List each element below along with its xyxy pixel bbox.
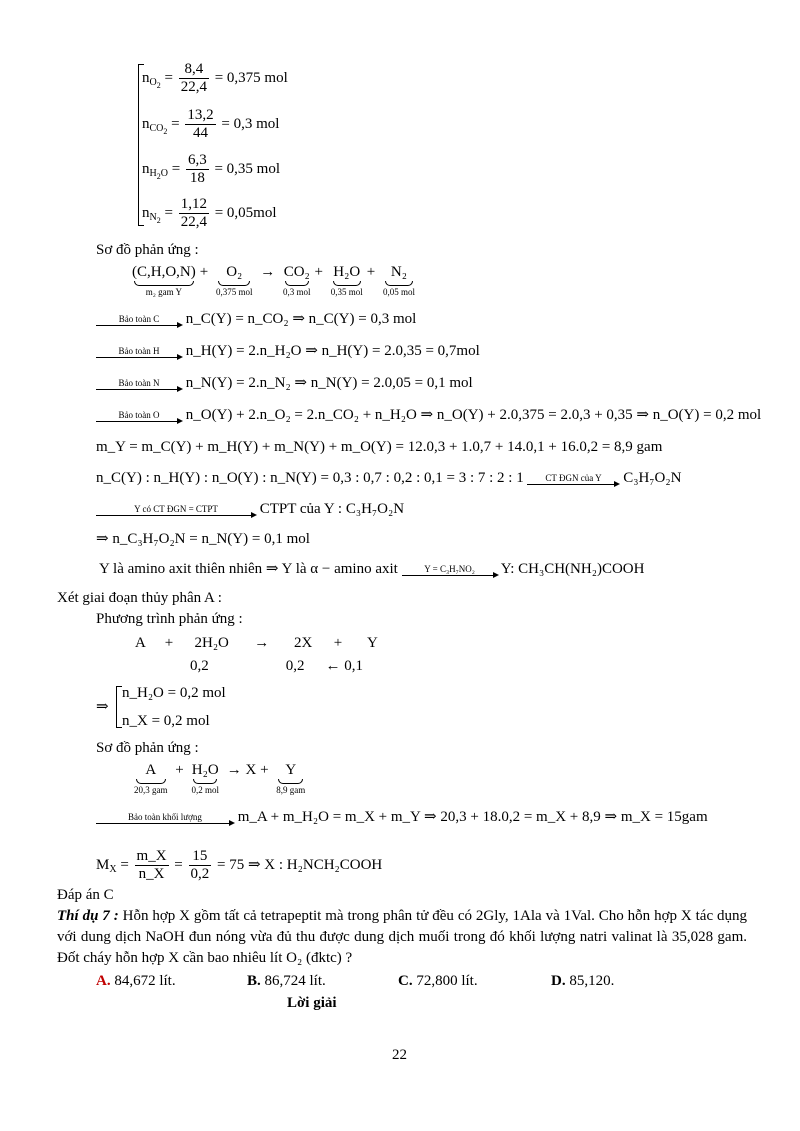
moles-co2: $n_{CO_2}$ = $\frac{13,2}{44}$ = 0,3 mol (142, 107, 280, 141)
reactant-group: (C,H,O,N) m₂ gam Y (132, 264, 196, 297)
n2-group: N₂ 0,05 mol (382, 264, 415, 297)
molar-num-1: m_X (136, 848, 167, 864)
conservation-o-arrow: Bảo toàn O (96, 410, 182, 422)
conservation-h-eq: n_H(Y) = 2.n_H₂O ⇒ n_H(Y) = 2.0,35 = 0,7mol (185, 343, 480, 359)
moles-o2: $n_{O_2}$ = $\frac{8,4}{22,4}$ = 0,375 mol (142, 61, 288, 95)
co2-num: 13,2 (187, 107, 214, 123)
o2-den: 22,4 (180, 79, 207, 95)
option-c (398, 972, 478, 990)
eq-plus-1: + (164, 635, 174, 651)
answer-line: Đáp án C (57, 887, 114, 903)
molar-num-2: 15 (189, 848, 212, 866)
option-d (551, 972, 614, 990)
amount-x: 0,2 (285, 658, 305, 674)
equation-heading: Phương trình phản ứng : (96, 611, 243, 627)
reaction-scheme-2: A 20,3 gam + H₂O 0,2 mol → X + Y 8,9 gam (134, 762, 306, 795)
eq-a: A (135, 635, 146, 651)
conservation-c-eq: n_C(Y) = n_CO₂ ⇒ n_C(Y) = 0,3 mol (185, 311, 417, 327)
mass-conservation (96, 808, 708, 826)
h2o-result: = 0,35 mol (214, 160, 280, 177)
o2-group: O₂ 0,375 mol (215, 264, 253, 297)
solution-heading: Lời giải (287, 995, 337, 1011)
scheme-a-group: A 20,3 gam (134, 762, 168, 795)
hydrolysis-equation (135, 634, 378, 652)
eq-x: 2X (294, 635, 313, 651)
co2-den: 44 (193, 125, 208, 141)
option-a-letter: A. (96, 973, 111, 989)
left-brace (138, 64, 139, 226)
conservation-c-arrow: Bảo toàn C (96, 314, 182, 326)
result-h2o: n_H₂O = 0,2 mol (122, 685, 226, 701)
co2-result: = 0,3 mol (221, 115, 280, 132)
conservation-n-eq: n_N(Y) = 2.n_N₂ ⇒ n_N(Y) = 2.0,05 = 0,1 mol (185, 375, 473, 391)
o2-result: = 0,375 mol (214, 69, 288, 86)
mass-arrow: Bảo toàn khối lượng (96, 812, 234, 824)
example-7 (57, 906, 747, 969)
option-c-letter: C. (398, 973, 413, 989)
result-x: n_X = 0,2 mol (122, 713, 210, 729)
ctpt-line (96, 500, 404, 518)
ctpt-arrow: Y có CT ĐGN = CTPT (96, 504, 256, 516)
n2-den: 22,4 (180, 214, 207, 230)
option-c-text: 72,800 lít. (416, 973, 478, 989)
option-a-text: 84,672 lít. (114, 973, 176, 989)
ratio-line (96, 469, 681, 487)
example-body: Hỗn hợp X gồm tất cả tetrapeptit mà trong phân tử đều có 2Gly, 1Ala và 1Val. Cho hỗn hợp X tác dụng với dung dịch NaOH đun nóng vừa đủ thu được dung dịch muối trong đó khối lượng natri valinat là 35,028 gam. Đốt cháy hỗn hợp X cần bao nhiêu lít O₂ (đktc) ? (57, 908, 748, 966)
implies-symbol: ⇒ (96, 699, 109, 715)
amount-h2o: 0,2 (190, 658, 209, 674)
conservation-c (96, 310, 416, 328)
conservation-h-arrow: Bảo toàn H (96, 346, 182, 358)
ctpt-result: CTPT của Y : C₃H₇O₂N (259, 501, 405, 517)
n2-num: 1,12 (180, 196, 207, 212)
h2o-group: H₂O 0,35 mol (330, 264, 363, 297)
ratio-result: C₃H₇O₂N (623, 470, 682, 486)
eq-plus-2: + (333, 635, 343, 651)
ratio-eq: n_C(Y) : n_H(Y) : n_O(Y) : n_N(Y) = 0,3 : 0,7 : 0,2 : 0,1 = 3 : 7 : 2 : 1 (96, 470, 524, 486)
amino-text: Y là amino axit thiên nhiên ⇒ Y là α − amino axit (99, 561, 398, 577)
mass-eq: m_A + m_H₂O = m_X + m_Y ⇒ 20,3 + 18.0,2 = m_X + 8,9 ⇒ m_X = 15gam (237, 809, 708, 825)
o2-num: 8,4 (179, 61, 209, 79)
molar-den-1: n_X (138, 866, 165, 882)
option-d-text: 85,120. (569, 973, 615, 989)
eq-y: Y (366, 635, 378, 651)
conservation-o-eq: n_O(Y) + 2.n_O₂ = 2.n_CO₂ + n_H₂O ⇒ n_O(Y) + 2.0,375 = 2.0,3 + 0,35 ⇒ n_O(Y) = 0,2 mol (185, 407, 762, 423)
conservation-n (96, 374, 473, 392)
scheme-h2o-group: H₂O 0,2 mol (191, 762, 219, 795)
scheme-2-heading: Sơ đồ phản ứng : (96, 740, 199, 756)
option-b-text: 86,724 lít. (264, 973, 326, 989)
result-brace (116, 686, 117, 728)
hydrolysis-heading: Xét giai đoạn thủy phân A : (57, 590, 222, 606)
conservation-n-arrow: Bảo toàn N (96, 378, 182, 390)
option-a (96, 972, 176, 990)
molar-den-2: 0,2 (190, 866, 210, 882)
scheme-1-heading: Sơ đồ phản ứng : (96, 242, 199, 258)
molar-mass-line: $M_X$ = $\frac{m\_X}{n\_X}$ = $\frac{15}{0,2}$ = 75 ⇒ X : H₂NCH₂COOH (96, 848, 383, 882)
co2-group: CO₂ 0,3 mol (282, 264, 311, 297)
h2o-den: 18 (189, 170, 205, 186)
amino-result: Y: CH₃CH(NH₂)COOH (500, 561, 645, 577)
n2-result: = 0,05mol (214, 204, 277, 221)
moles-n2: $n_{N_2}$ = $\frac{1,12}{22,4}$ = 0,05mol (142, 196, 277, 230)
amino-line (99, 560, 644, 578)
scheme-y-group: Y 8,9 gam (276, 762, 306, 795)
conservation-h (96, 342, 480, 360)
ny-eq: ⇒ n_C₃H₇O₂N = n_N(Y) = 0,1 mol (96, 531, 310, 547)
amount-y: ← 0,1 (325, 658, 363, 674)
eq-h2o: 2H₂O (194, 635, 229, 651)
reaction-scheme-1: (C,H,O,N) m₂ gam Y + O₂ 0,375 mol → CO₂ 0,3 mol + H₂O 0,35 mol + N₂ 0,05 mol (132, 264, 415, 297)
page-number: 22 (392, 1047, 407, 1063)
amino-arrow: Y = C₃H₇NO₂ (402, 564, 498, 576)
ratio-arrow: CT ĐGN của Y (527, 473, 619, 485)
eq-arrow: → (254, 635, 270, 651)
molar-result: = 75 ⇒ X : H₂NCH₂COOH (217, 856, 383, 873)
mass-y-eq: m_Y = m_C(Y) + m_H(Y) + m_N(Y) + m_O(Y) = 12.0,3 + 1.0,7 + 14.0,1 + 16.0,2 = 8,9 gam (96, 439, 663, 455)
option-b-letter: B. (247, 973, 261, 989)
h2o-num: 6,3 (187, 152, 207, 168)
option-b (247, 972, 326, 990)
scheme-x: X (245, 762, 257, 778)
option-d-letter: D. (551, 973, 566, 989)
example-title: Thí dụ 7 : (57, 908, 119, 924)
moles-h2o: $n_{H_2O}$ = $\frac{6,3}{18}$ = 0,35 mol (142, 152, 280, 186)
conservation-o (96, 406, 761, 424)
hydrolysis-amounts (190, 657, 363, 675)
